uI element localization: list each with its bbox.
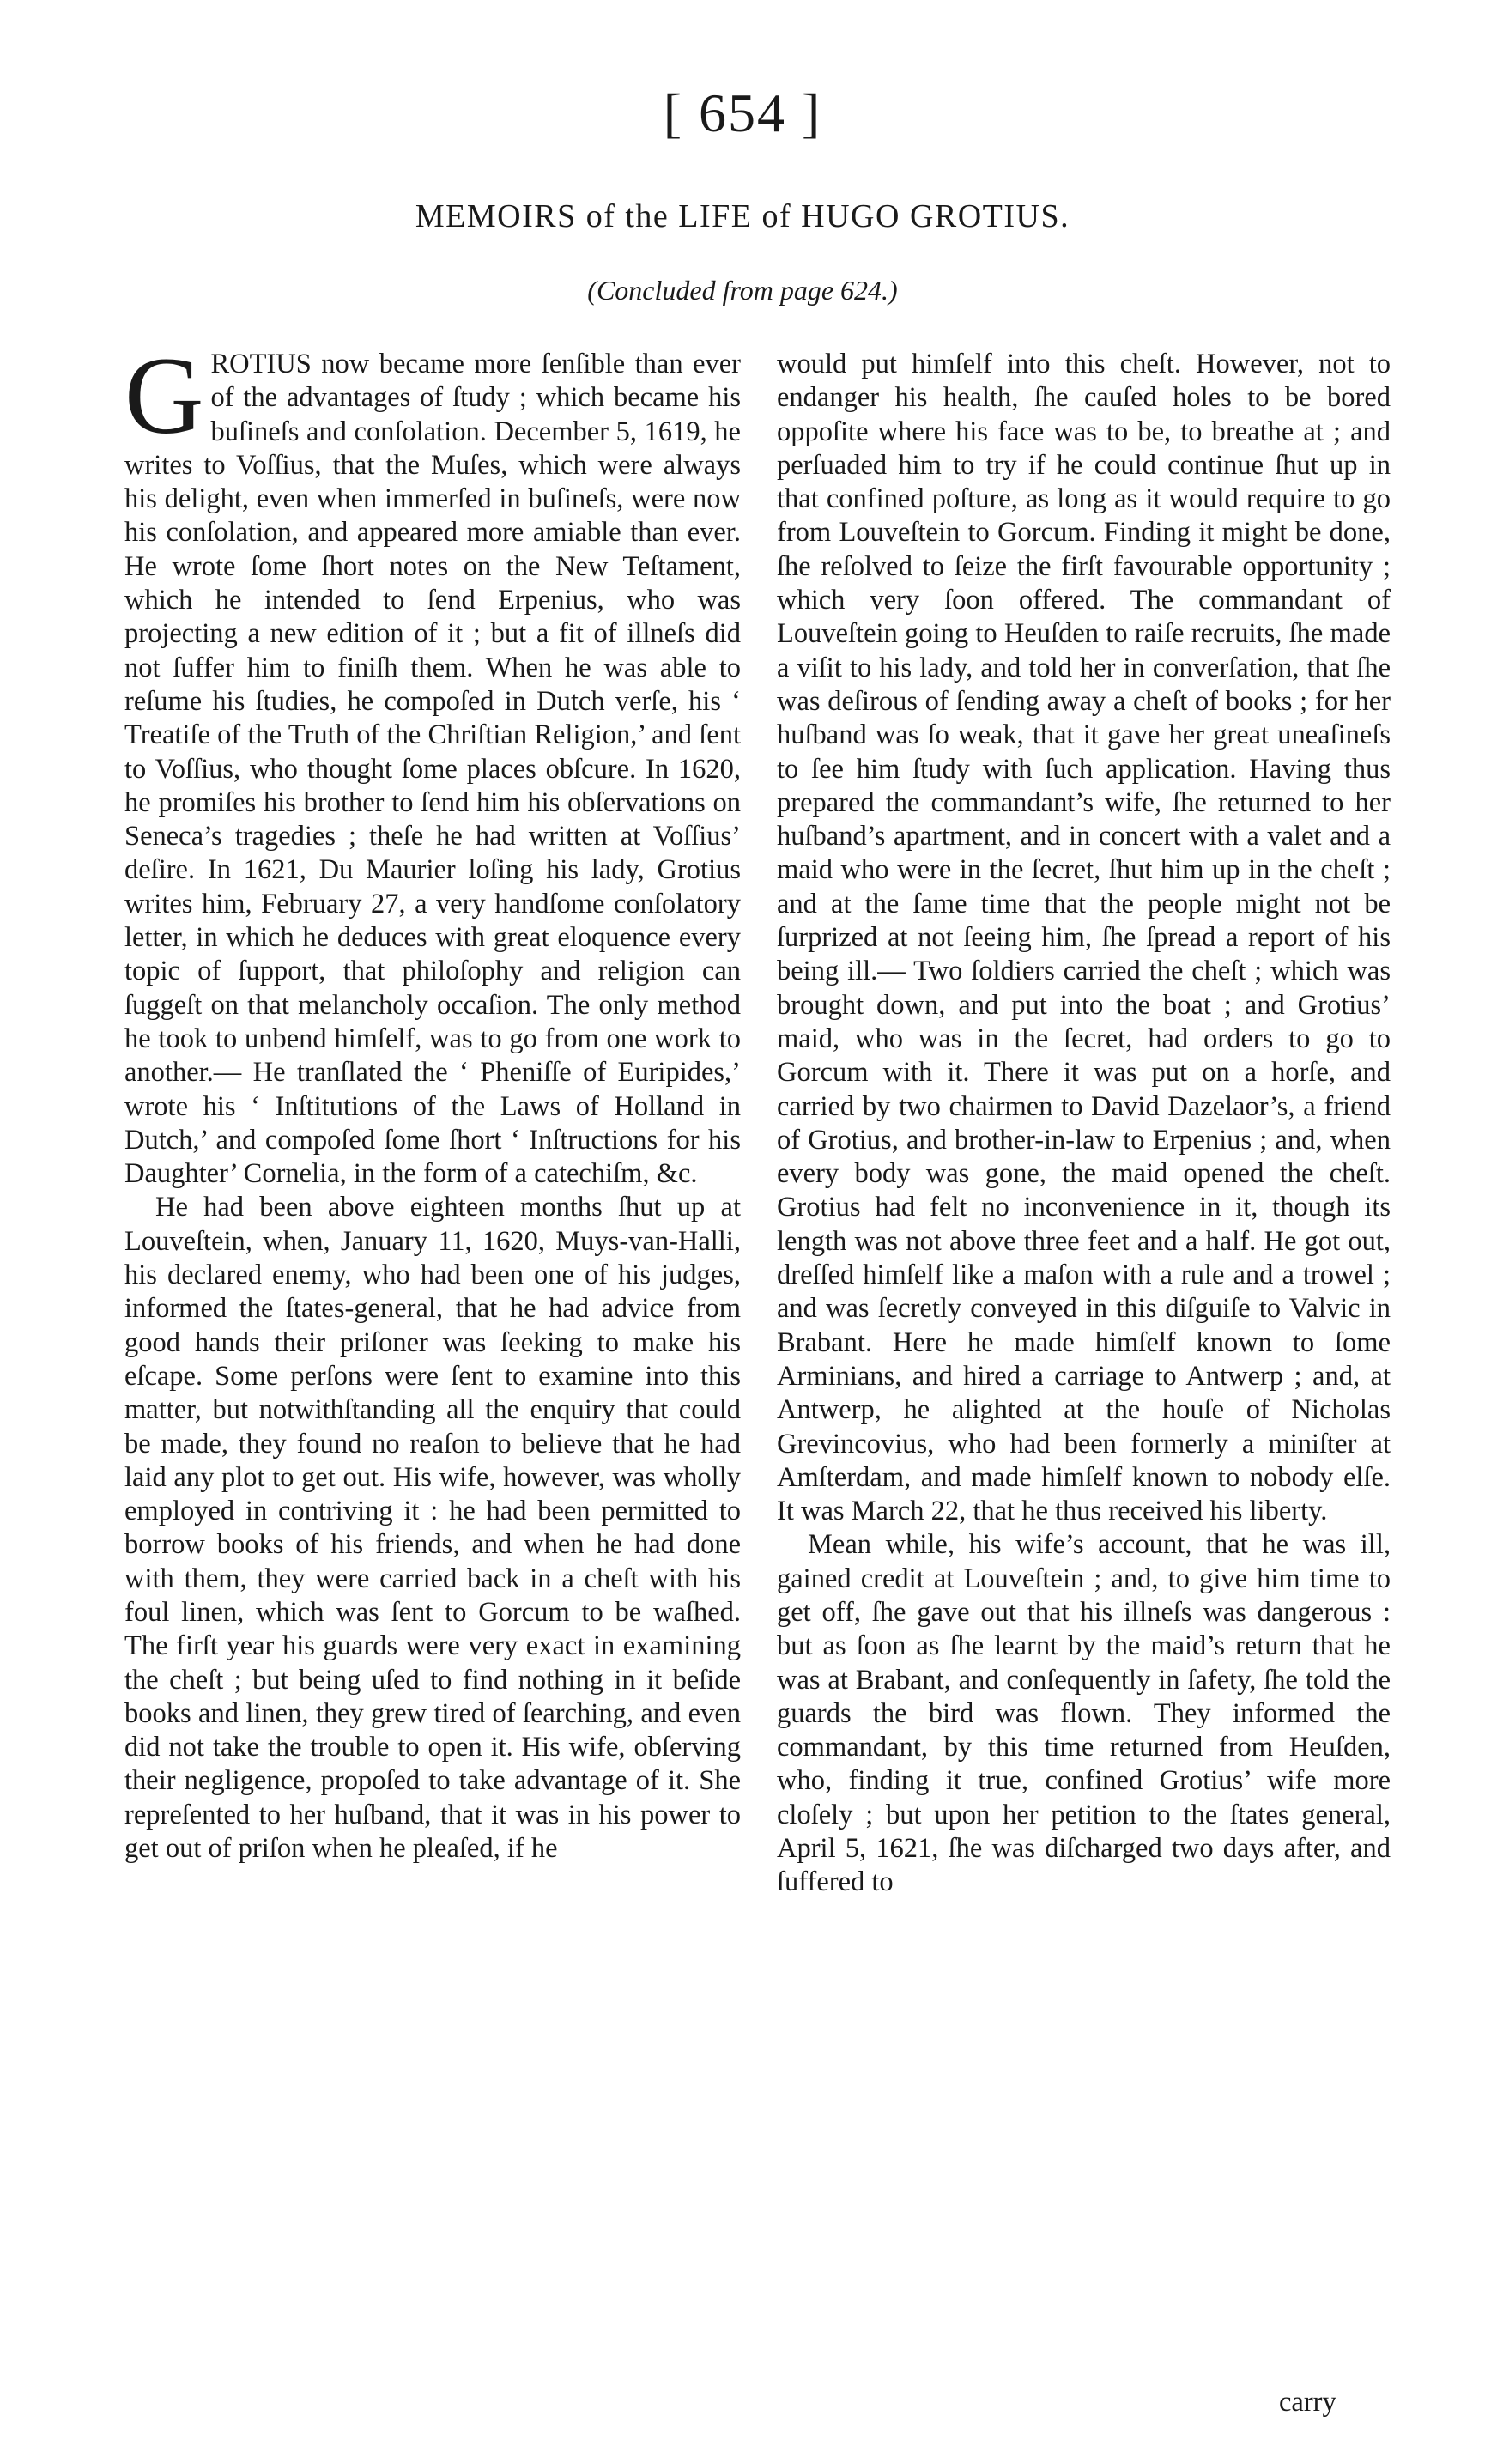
left-column — [124, 348, 741, 2391]
article-subtitle: (Concluded from page 624.) — [587, 275, 898, 306]
left-paragraph-1 — [124, 348, 741, 1191]
page-number: [ 654 ] — [663, 82, 822, 143]
left-paragraph-1-text: ROTIUS now became more ſenſible than ever of the advantages of ſtudy ; which became his buſineſs and conſolation. December 5, 1619, he writes to Voſſius, that the Muſes, which were always his delight, even when immerſed in buſineſs, were now his conſolation, and appeared more amiable than ever. He wrote ſome ſhort notes on the New Teſtament, which he intended to ſend Erpenius, who was projecting a new edition of it ; but a fit of illneſs did not ſuffer him to finiſh them. When he was able to reſume his ſtudies, he compoſed in Dutch verſe, his ‘ Treatiſe of the Truth of the Chriſtian Religion,’ and ſent to Voſſius, who thought ſome places obſcure. In 1620, he promiſes his brother to ſend him his obſervations on Seneca’s tragedies ; theſe he had written at Voſſius’ deſire. In 1621, Du Maurier loſing his lady, Grotius writes him, February 27, a very handſome conſolatory letter, in which he deduces with great eloquence every topic of ſupport, that philoſophy and religion can ſuggeſt on that melancholy occaſion. The only method he took to unbend himſelf, was to go from one work to another.— He tranſlated the ‘ Pheniſſe of Euripides,’ wrote his ‘ Inſtitutions of the Laws of Holland in Dutch,’ and compoſed ſome ſhort ‘ Inſtructions for his Daughter’ Cornelia, in the form of a catechiſm, &c. — [124, 349, 741, 1190]
right-paragraph-1: would put himſelf into this cheſt. However, not to endanger his health, ſhe cauſed holes to be bored oppoſite where his face was to be, to breathe at ; and perſuaded him to try if he could continue ſhut up in that confined poſture, as long as it would require to go from Louveſtein to Gorcum. Finding it might be done, ſhe reſolved to ſeize the firſt favourable opportunity ; which very ſoon offered. The commandant of Louveſtein going to Heuſden to raiſe recruits, ſhe made a viſit to his lady, and told her in converſation, that ſhe was deſirous of ſending away a cheſt of books ; for her huſband was ſo weak, that it gave her great uneaſineſs to ſee him ſtudy with ſuch application. Having thus prepared the commandant’s wife, ſhe returned to her huſband’s apartment, and in concert with a valet and a maid who were in the ſecret, ſhut him up in the cheſt ; and at the ſame time that the people might not be ſurprized at not ſeeing him, ſhe ſpread a report of his being ill.— Two ſoldiers carried the cheſt ; which was brought down, and put into the boat ; and Grotius’ maid, who was in the ſecret, had orders to go to Gorcum with it. There it was put on a horſe, and carried by two chairmen to David Dazelaor’s, a friend of Grotius, and brother-in-law to Erpenius ; and, when every body was gone, the maid opened the cheſt. Grotius had felt no inconvenience in it, though its length was not above three feet and a half. He got out, dreſſed himſelf like a maſon with a rule and a trowel ; and was ſecretly conveyed in this diſguiſe to Valvic in Brabant. Here he made himſelf known to ſome Arminians, and hired a carriage to Antwerp ; and, at Antwerp, he alighted at the houſe of Nicholas Grevincovius, who had been formerly a miniſter at Amſterdam, and made himſelf known to nobody elſe. It was March 22, that he thus received his liberty. — [777, 349, 1391, 1527]
right-paragraph-2: Mean while, his wife’s account, that he was ill, gained credit at Louveſtein ; and, to give him time to get off, ſhe gave out that his illneſs was dangerous : but as ſoon as ſhe learnt by the maid’s return that he was at Brabant, and conſequently in ſafety, ſhe told the guards the bird was flown. They informed the commandant, by this time returned from Heuſden, who, finding it true, confined Grotius’ wife more cloſely ; but upon her petition to the ſtates general, April 5, 1621, ſhe was diſcharged two days after, and ſuffered to — [777, 1529, 1391, 1898]
catchword: carry — [1279, 2387, 1336, 2418]
drop-cap: G — [124, 348, 204, 457]
article-title: MEMOIRS of the LIFE of HUGO GROTIUS. — [415, 198, 1070, 234]
left-paragraph-2: He had been above eighteen months ſhut up at Louveſtein, when, January 11, 1620, Muys-van-Halli, his declared enemy, who had been one of his judges, informed the ſtates-general, that he had advice from good hands their priſoner was ſeeking to make his eſcape. Some perſons were ſent to examine into this matter, but notwithſtanding all the enquiry that could be made, they found no reaſon to believe that he had laid any plot to get out. His wife, however, was wholly employed in contriving it : he had been permitted to borrow books of his friends, and when he had done with them, they were carried back in a cheſt with his foul linen, which was ſent to Gorcum to be waſhed. The firſt year his guards were very exact in examining the cheſt ; but being uſed to find nothing in it beſide books and linen, they grew tired of ſearching, and even did not take the trouble to open it. His wife, obſerving their negligence, propoſed to take advantage of it. She repreſented to her huſband, that it was in his power to get out of priſon when he pleaſed, if he — [124, 1192, 741, 1865]
right-column — [777, 348, 1391, 2391]
